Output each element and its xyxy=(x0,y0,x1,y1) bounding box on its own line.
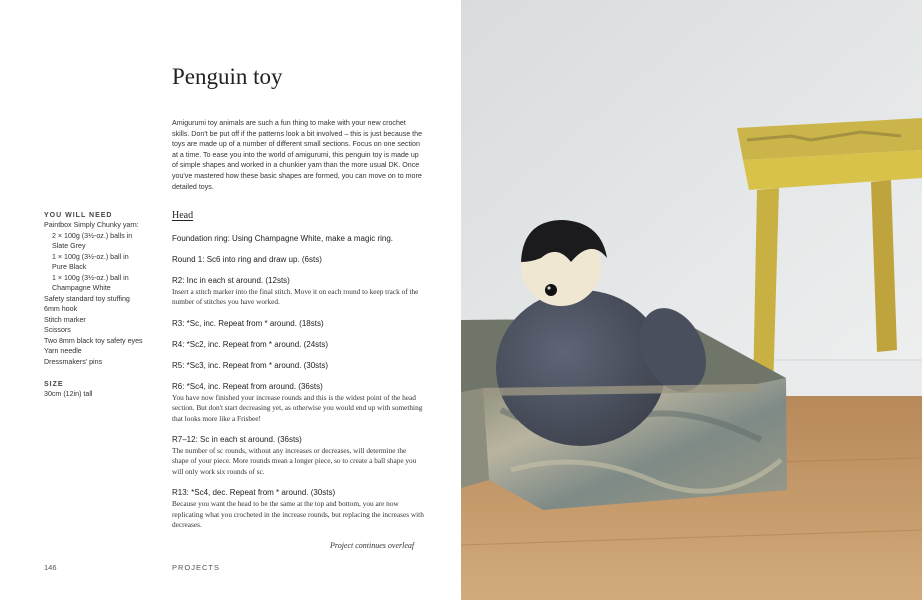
material-item: Scissors xyxy=(44,326,71,334)
step-title: R3: *Sc, inc. Repeat from * around. (18sts) xyxy=(172,318,324,328)
pattern-step xyxy=(172,339,424,350)
step-title: R7–12: Sc in each st around. (36sts) xyxy=(172,435,302,445)
material-item: Yarn needle xyxy=(44,347,82,355)
material-item: Safety standard toy stuffing xyxy=(44,294,130,303)
right-page-photo xyxy=(461,0,922,600)
continues-note: Project continues overleaf xyxy=(330,541,415,550)
pattern-step xyxy=(172,318,424,329)
step-note: You have now finished your increase rounds and this is the widest point of the head section. But don't start decreasing yet, as otherwise you would end up with something that looks more like a Frisbee! xyxy=(172,392,423,423)
step-title: R2: Inc in each st around. (12sts) xyxy=(172,276,290,285)
pattern-instructions xyxy=(172,210,424,540)
running-head: PROJECTS xyxy=(172,563,221,572)
step-title: R6: *Sc4, inc. Repeat from around. (36sts) xyxy=(172,381,323,391)
material-item: 2 × 100g (3½-oz.) balls in xyxy=(52,231,133,240)
you-will-need-heading: YOU WILL NEED xyxy=(44,212,113,219)
material-item: Dressmakers' pins xyxy=(44,357,103,366)
materials-list xyxy=(44,220,159,367)
intro-paragraph: Amigurumi toy animals are such a fun thing to make with your new crochet skills. Don't be put off if the patterns look a bit involved – this is just because the toys are made up of a number of different small sections. Focus on one section at a time. To ease you into the world of amigurumi, this penguin toy is made up of simple shapes and worked in a chunkier yarn than the more usual DK. Once you've mastered how these basic shapes are formed, you can move on to more detailed toys. xyxy=(172,119,423,191)
page-number: 146 xyxy=(44,563,57,572)
step-title: Round 1: Sc6 into ring and draw up. (6sts) xyxy=(172,255,322,264)
step-title: Foundation ring: Using Champagne White, make a magic ring. xyxy=(172,234,393,243)
material-item: Stitch marker xyxy=(44,315,86,324)
steps-list xyxy=(172,233,424,530)
material-item: Two 8mm black toy safety eyes xyxy=(44,336,143,345)
material-item: Champagne White xyxy=(52,284,111,292)
material-item: Paintbox Simply Chunky yarn: xyxy=(44,221,139,229)
material-item: Pure Black xyxy=(52,263,87,271)
step-note: Insert a stitch marker into the final stitch. Move it on each round to keep track of the number of stitches you have worked. xyxy=(172,287,419,307)
pattern-step xyxy=(172,360,424,371)
pattern-step xyxy=(172,487,424,530)
step-title: R5: *Sc3, inc. Repeat from * around. (30sts) xyxy=(172,360,329,370)
materials-sidebar xyxy=(44,212,159,400)
step-title: R4: *Sc2, inc. Repeat from * around. (24sts) xyxy=(172,339,329,349)
material-item: 1 × 100g (3½-oz.) ball in xyxy=(52,273,129,282)
size-heading: SIZE xyxy=(44,381,64,388)
pattern-step xyxy=(172,381,424,424)
pattern-step xyxy=(172,275,424,308)
step-note: Because you want the head to be the same at the top and bottom, you are now replicating what you crocheted in the increase rounds, but replacing the increases with decreases. xyxy=(172,499,424,530)
size-value: 30cm (12in) tall xyxy=(44,390,93,398)
penguin-body xyxy=(496,290,666,446)
penguin-photo xyxy=(461,0,922,600)
material-item: 6mm hook xyxy=(44,305,78,313)
page-title: Penguin toy xyxy=(172,64,283,89)
material-item: Slate Grey xyxy=(52,242,86,250)
step-note: The number of sc rounds, without any increases or decreases, will determine the shape of your piece. More rounds mean a longer piece, so to create a ball shape you will only work six rounds of sc. xyxy=(172,446,417,476)
pattern-step xyxy=(172,233,424,244)
penguin-eye xyxy=(545,284,557,296)
pattern-step xyxy=(172,254,424,265)
step-title: R13: *Sc4, dec. Repeat from * around. (30sts) xyxy=(172,488,336,498)
material-item: 1 × 100g (3½-oz.) ball in xyxy=(52,252,129,261)
pattern-step xyxy=(172,434,424,477)
section-heading-head: Head xyxy=(172,210,194,221)
size-block xyxy=(44,381,159,400)
